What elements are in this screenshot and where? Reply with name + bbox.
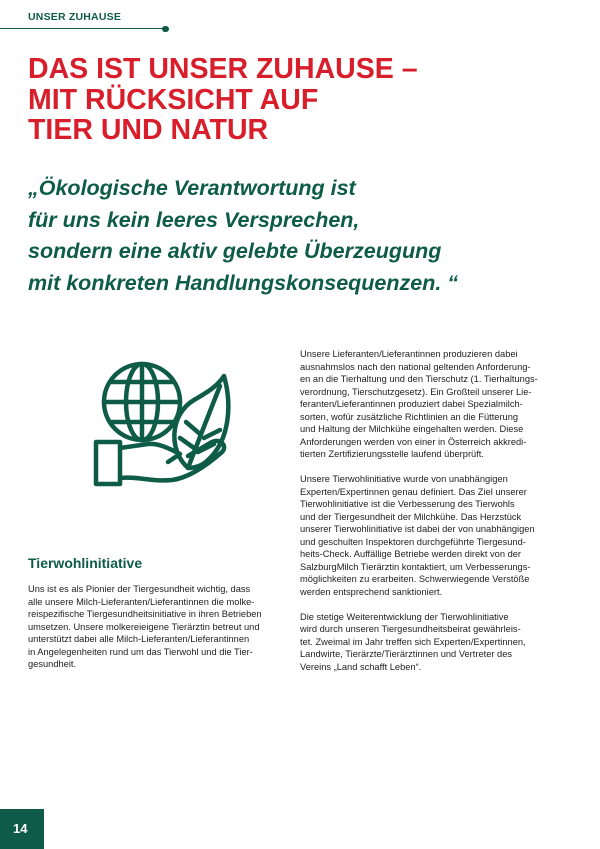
- text-line: werden entsprechend sanktioniert.: [300, 586, 443, 597]
- headline-line: TIER UND NATUR: [28, 114, 269, 146]
- text-line: tierten Zertifizierungsstelle laufend überprüft.: [300, 449, 484, 459]
- section-label: UNSER ZUHAUSE: [28, 11, 122, 23]
- text-line: Anforderungen werden von einer in Österreich akkredi-: [300, 436, 527, 447]
- section-rule-dot: [162, 26, 169, 33]
- paragraph: [300, 611, 538, 674]
- text-line: reispezifische Tiergesundheitsinitiative in ihren Betrieben: [28, 609, 262, 619]
- text-line: Vereins „Land schafft Leben“.: [300, 661, 422, 672]
- text-line: wird durch unseren Tiergesundheitsbeirat gewährleis-: [300, 624, 521, 634]
- text-line: verordnung, Tierschutzgesetz). Ein Großteil unserer Lie-: [300, 386, 532, 397]
- text-line: und Haltung der Milchkühe eingehalten werden. Diese: [300, 424, 524, 434]
- text-line: Landwirte, Tierärzte/Tierärztinnen und Vertreter des: [300, 649, 513, 659]
- headline-line: DAS IST UNSER ZUHAUSE –: [28, 53, 418, 85]
- text-line: unterstützt dabei alle Milch-Lieferanten/Lieferantinnen: [28, 634, 250, 644]
- right-column-text: [300, 348, 538, 686]
- quote-line: mit konkreten Handlungskonsequenzen. “: [28, 271, 459, 296]
- text-line: Uns ist es als Pionier der Tiergesundheit wichtig, dass: [28, 584, 251, 594]
- text-line: en an die Tierhaltung und den Tierschutz (1. Tierhaltungs-: [300, 374, 538, 384]
- text-line: Unsere Tierwohlinitiative wurde von unabhängigen: [300, 474, 508, 484]
- paragraph: [300, 348, 538, 461]
- paragraph: [300, 473, 538, 598]
- text-line: und der Tiergesundheit der Milchkühe. Das Herzstück: [300, 511, 522, 522]
- text-line: Die stetige Weiterentwicklung der Tierwohlinitiative: [300, 611, 509, 622]
- text-line: ausnahmslos nach den national geltenden Anforderung-: [300, 361, 531, 372]
- text-line: möglichkeiten zu erarbeiten. Schwerwiegende Verstöße: [300, 574, 530, 584]
- text-line: unserer Tierwohlinitiative ist dabei der von unabhängigen: [300, 524, 535, 534]
- quote-line: „Ökologische Verantwortung ist: [28, 176, 356, 200]
- section-rule: [0, 28, 164, 29]
- text-line: umsetzen. Unsere molkereieigene Tierärztin betreut und: [28, 621, 260, 632]
- text-line: heits-Check. Auffällige Betriebe werden direkt von der: [300, 549, 522, 559]
- quote-line: für uns kein leeres Versprechen,: [28, 207, 360, 232]
- text-line: gesundheit.: [28, 659, 77, 669]
- text-line: Tierwohlinitiative ist die Verbesserung des Tierwohls: [300, 499, 515, 509]
- pull-quote: [28, 173, 588, 300]
- globe-leaf-hand-icon: [90, 360, 240, 490]
- quote-line: sondern eine aktiv gelebte Überzeugung: [28, 239, 442, 264]
- text-line: alle unsere Milch-Lieferanten/Lieferantinnen die molke-: [28, 596, 255, 607]
- text-line: in Angelegenheiten rund um das Tierwohl und die Tier-: [28, 646, 253, 657]
- page-number: 14: [13, 821, 28, 836]
- left-column-text: [28, 583, 262, 671]
- headline-line: MIT RÜCKSICHT AUF: [28, 83, 319, 116]
- section-heading: Tierwohlinitiative: [28, 555, 143, 571]
- text-line: tet. Zweimal im Jahr treffen sich Experten/Expertinnen,: [300, 636, 526, 647]
- text-line: feranten/Lieferantinnen produziert dabei Spezialmilch-: [300, 399, 523, 409]
- page-number-box: [0, 809, 44, 849]
- text-line: Experten/Expertinnen genau definiert. Das Ziel unserer: [300, 486, 527, 497]
- text-line: Unsere Lieferanten/Lieferantinnen produzieren dabei: [300, 349, 518, 359]
- text-line: und geschulten Inspektoren durchgeführte Tiergesund-: [300, 536, 526, 547]
- text-line: SalzburgMilch Tierärztin kontaktiert, um Verbesserungs-: [300, 561, 531, 572]
- page-headline: [28, 54, 568, 146]
- text-line: sorten, wofür zusätzliche Richtlinien an die Fütterung: [300, 411, 519, 422]
